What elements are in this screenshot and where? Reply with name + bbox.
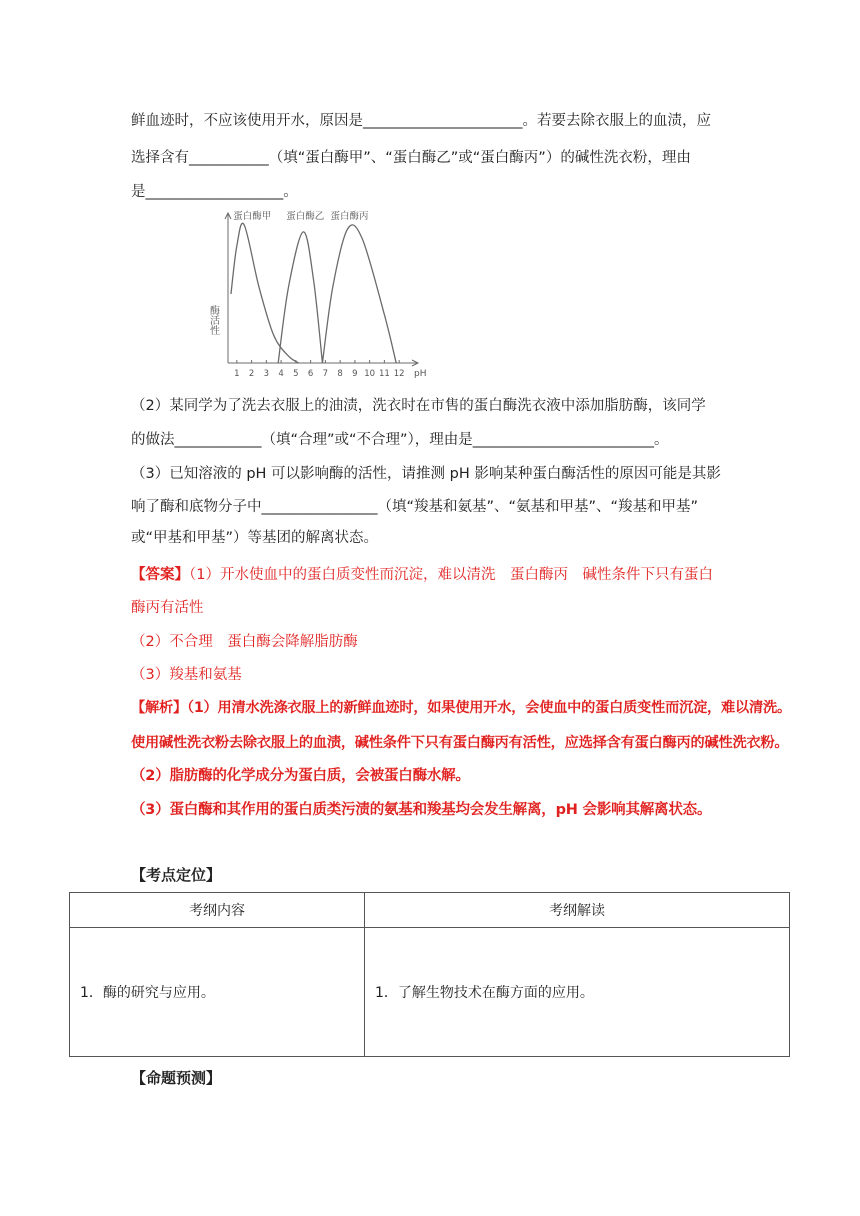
question-3-line-2: 响了酶和底物分子中________________（填“羧基和氨基”、“氨基和甲基”、“羧基和甲基”	[131, 499, 699, 515]
analysis-line-1: 【解析】（1）用清水洗涤衣服上的新鲜血迹时，如果使用开水，会使血中的蛋白质变性而沉淀，难以清洗。	[131, 700, 791, 716]
series-label-1: 蛋白酶甲	[233, 211, 272, 222]
question-2-line-1: （2）某同学为了洗去衣服上的油渍，洗衣时在市售的蛋白酶洗衣液中添加脂肪酶，该同学	[131, 398, 706, 414]
table-cell-content: 1．酶的研究与应用。	[70, 928, 365, 1057]
chart-series	[231, 210, 396, 363]
x-tick-label: 2	[248, 369, 255, 379]
x-tick-label: 5	[293, 369, 299, 379]
x-tick-label: 3	[263, 369, 270, 379]
question-line-2: 选择含有___________（填“蛋白酶甲”、“蛋白酶乙”或“蛋白酶丙”）的碱性洗衣粉，理由	[131, 150, 691, 166]
enzyme-activity-chart	[200, 205, 440, 385]
table-cell-interpretation: 1．了解生物技术在酶方面的应用。	[365, 928, 790, 1057]
x-tick-label: 12	[393, 369, 405, 379]
analysis-line-2: 使用碱性洗衣粉去除衣服上的血渍，碱性条件下只有蛋白酶丙有活性，应选择含有蛋白酶丙的碱性洗衣粉。	[131, 735, 789, 751]
question-line-1: 鲜血迹时，不应该使用开水，原因是______________________。若要去除衣服上的血渍，应	[131, 113, 711, 129]
analysis-line-4: （3）蛋白酶和其作用的蛋白质类污渍的氨基和羧基均会发生解离，pH 会影响其解离状态。	[131, 802, 712, 818]
question-2-line-2: 的做法____________（填“合理”或“不合理”），理由是_________________________。	[131, 432, 669, 448]
series-label-3: 蛋白酶丙	[330, 211, 369, 222]
answer-line-3: （2）不合理 蛋白酶会降解脂肪酶	[131, 634, 358, 650]
table-header-content: 考纲内容	[70, 893, 365, 928]
x-tick-label: 7	[322, 369, 329, 379]
answer-text-1: （1）开水使血中的蛋白质变性而沉淀，难以清洗 蛋白酶丙 碱性条件下只有蛋白	[189, 567, 713, 583]
answer-line-1	[131, 565, 713, 585]
series-line-1	[231, 223, 299, 363]
answer-line-4: （3）羧基和氨基	[131, 667, 242, 683]
question-3-line-1: （3）已知溶液的 pH 可以影响酶的活性，请推测 pH 影响某种蛋白酶活性的原因可能是其影	[131, 466, 721, 482]
x-tick-label: 11	[378, 369, 390, 379]
section-prediction: 【命题预测】	[131, 1069, 222, 1087]
answer-line-2: 酶丙有活性	[131, 600, 204, 616]
analysis-line-3: （2）脂肪酶的化学成分为蛋白质，会被蛋白酶水解。	[131, 768, 470, 784]
table-header-interpretation: 考纲解读	[365, 893, 790, 928]
x-tick-label: 4	[278, 369, 284, 379]
question-3-line-3: 或“甲基和甲基”）等基团的解离状态。	[131, 530, 379, 546]
series-line-2	[278, 232, 322, 363]
table-header-row	[70, 893, 790, 928]
section-exam-outline: 【考点定位】	[131, 866, 222, 884]
series-line-3	[322, 225, 396, 363]
question-line-3: 是___________________。	[131, 184, 298, 200]
answer-tag: 【答案】	[131, 567, 189, 583]
series-label-2: 蛋白酶乙	[286, 211, 325, 222]
y-axis-label: 酶活性	[207, 305, 219, 335]
exam-outline-table	[69, 892, 790, 1057]
x-tick-label: 1	[234, 369, 240, 379]
x-axis-label: pH	[414, 369, 427, 379]
table-row	[70, 928, 790, 1057]
x-tick-label: 6	[307, 369, 314, 379]
x-tick-label: 9	[352, 369, 358, 379]
x-tick-label: 8	[337, 369, 343, 379]
x-tick-label: 10	[364, 369, 376, 379]
